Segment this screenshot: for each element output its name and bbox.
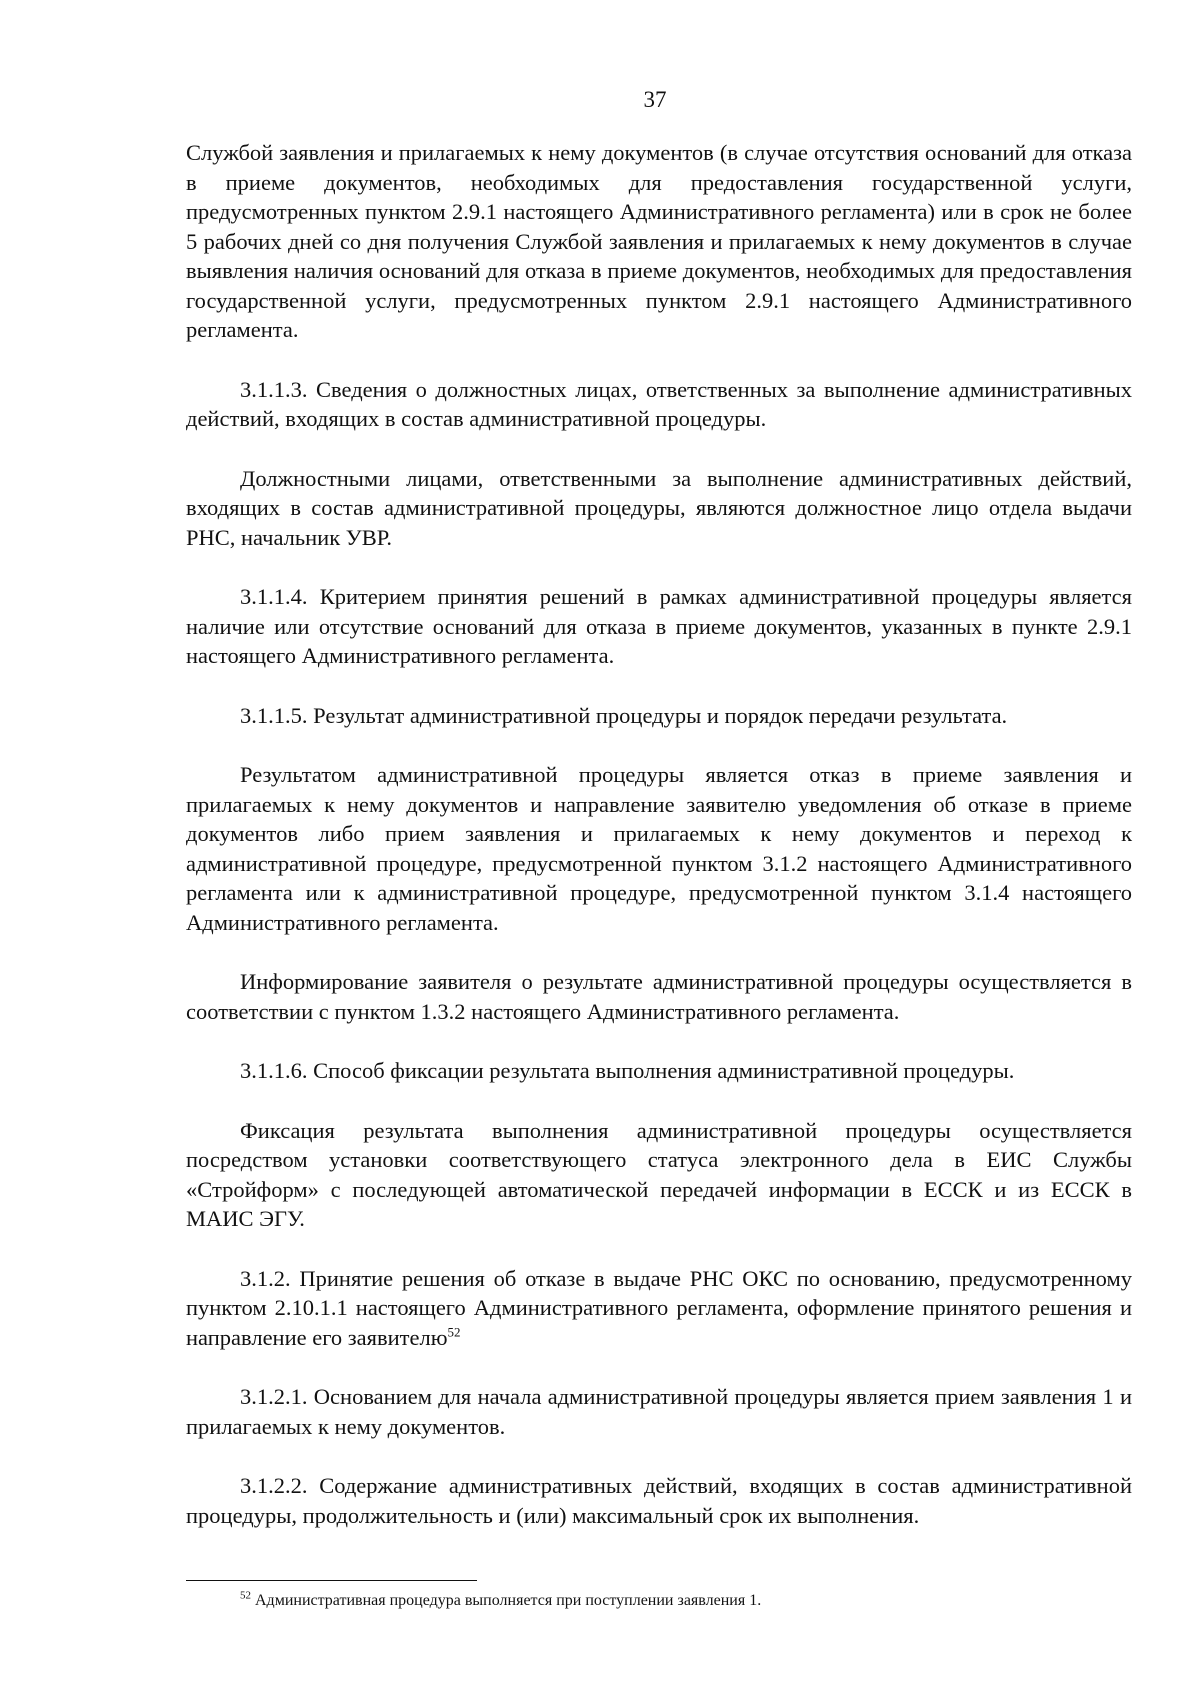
paragraph-informing: Информирование заявителя о результате административной процедуры осуществляется в соответствии с пунктом 1.3.2 настоящего Административного регламента. — [186, 969, 1132, 1024]
footnote-text: Административная процедура выполняется при поступлении заявления 1. — [251, 1592, 762, 1609]
footnote-reference: 52 — [447, 1324, 461, 1339]
paragraph-3-1-1-4: 3.1.1.4. Критерием принятия решений в рамках административной процедуры является наличие или отсутствие оснований для отказа в приеме документов, указанных в пункте 2.9.1 настоящего Административного регламента. — [186, 584, 1132, 668]
paragraph-result: Результатом административной процедуры является отказ в приеме заявления и прилагаемых к нему документов и направление заявителю уведомления об отказе в приеме документов либо прием заявления и прилагаемых к нему документов и переход к административной процедуре, предусмотренной пунктом 3.1.2 настоящего Административного регламента или к административной процедуре, предусмотренной пунктом 3.1.4 настоящего Административного регламента. — [186, 762, 1132, 935]
page-number: 37 — [643, 87, 667, 112]
paragraph-3-1-1-6: 3.1.1.6. Способ фиксации результата выполнения административной процедуры. — [240, 1058, 1015, 1083]
paragraph-continuation: Службой заявления и прилагаемых к нему документов (в случае отсутствия оснований для отказа в приеме документов, необходимых для предоставления государственной услуги, предусмотренных пунктом 2.9.1 настоящего Административного регламента) или в срок не более 5 рабочих дней со дня получения Службой заявления и прилагаемых к нему документов в случае выявления наличия оснований для отказа в приеме документов, необходимых для предоставления государственной услуги, предусмотренных пунктом 2.9.1 настоящего Административного регламента. — [186, 140, 1132, 342]
footnote-divider — [186, 1580, 477, 1581]
footnote — [240, 1590, 1120, 1612]
document-body — [186, 138, 1132, 1530]
paragraph-3-1-1-5: 3.1.1.5. Результат административной процедуры и порядок передачи результата. — [240, 702, 1008, 728]
footnote-marker: 52 — [240, 1589, 251, 1602]
paragraph-3-1-2 — [186, 1264, 1132, 1353]
paragraph-fixation: Фиксация результата выполнения административной процедуры осуществляется посредством установки соответствующего статуса электронного дела в ЕИС Службы «Стройформ» с последующей автоматической передачей информации в ЕССК и из ЕССК в МАИС ЭГУ. — [186, 1117, 1132, 1231]
paragraph-3-1-1-3: 3.1.1.3. Сведения о должностных лицах, ответственных за выполнение административных действий, входящих в состав административной процедуры. — [186, 376, 1132, 431]
paragraph-3-1-2-1: 3.1.2.1. Основанием для начала административной процедуры является прием заявления 1 и прилагаемых к нему документов. — [186, 1384, 1132, 1439]
paragraph-3-1-2-text: 3.1.2. Принятие решения об отказе в выдаче РНС ОКС по основанию, предусмотренному пунктом 2.10.1.1 настоящего Административного регламента, оформление принятого решения и направление его заявителю — [186, 1265, 1132, 1350]
paragraph-responsible-officials: Должностными лицами, ответственными за выполнение административных действий, входящих в состав административной процедуры, являются должностное лицо отдела выдачи РНС, начальник УВР. — [186, 465, 1132, 550]
paragraph-3-1-2-2: 3.1.2.2. Содержание административных действий, входящих в состав административной процедуры, продолжительность и (или) максимальный срок их выполнения. — [186, 1473, 1132, 1528]
